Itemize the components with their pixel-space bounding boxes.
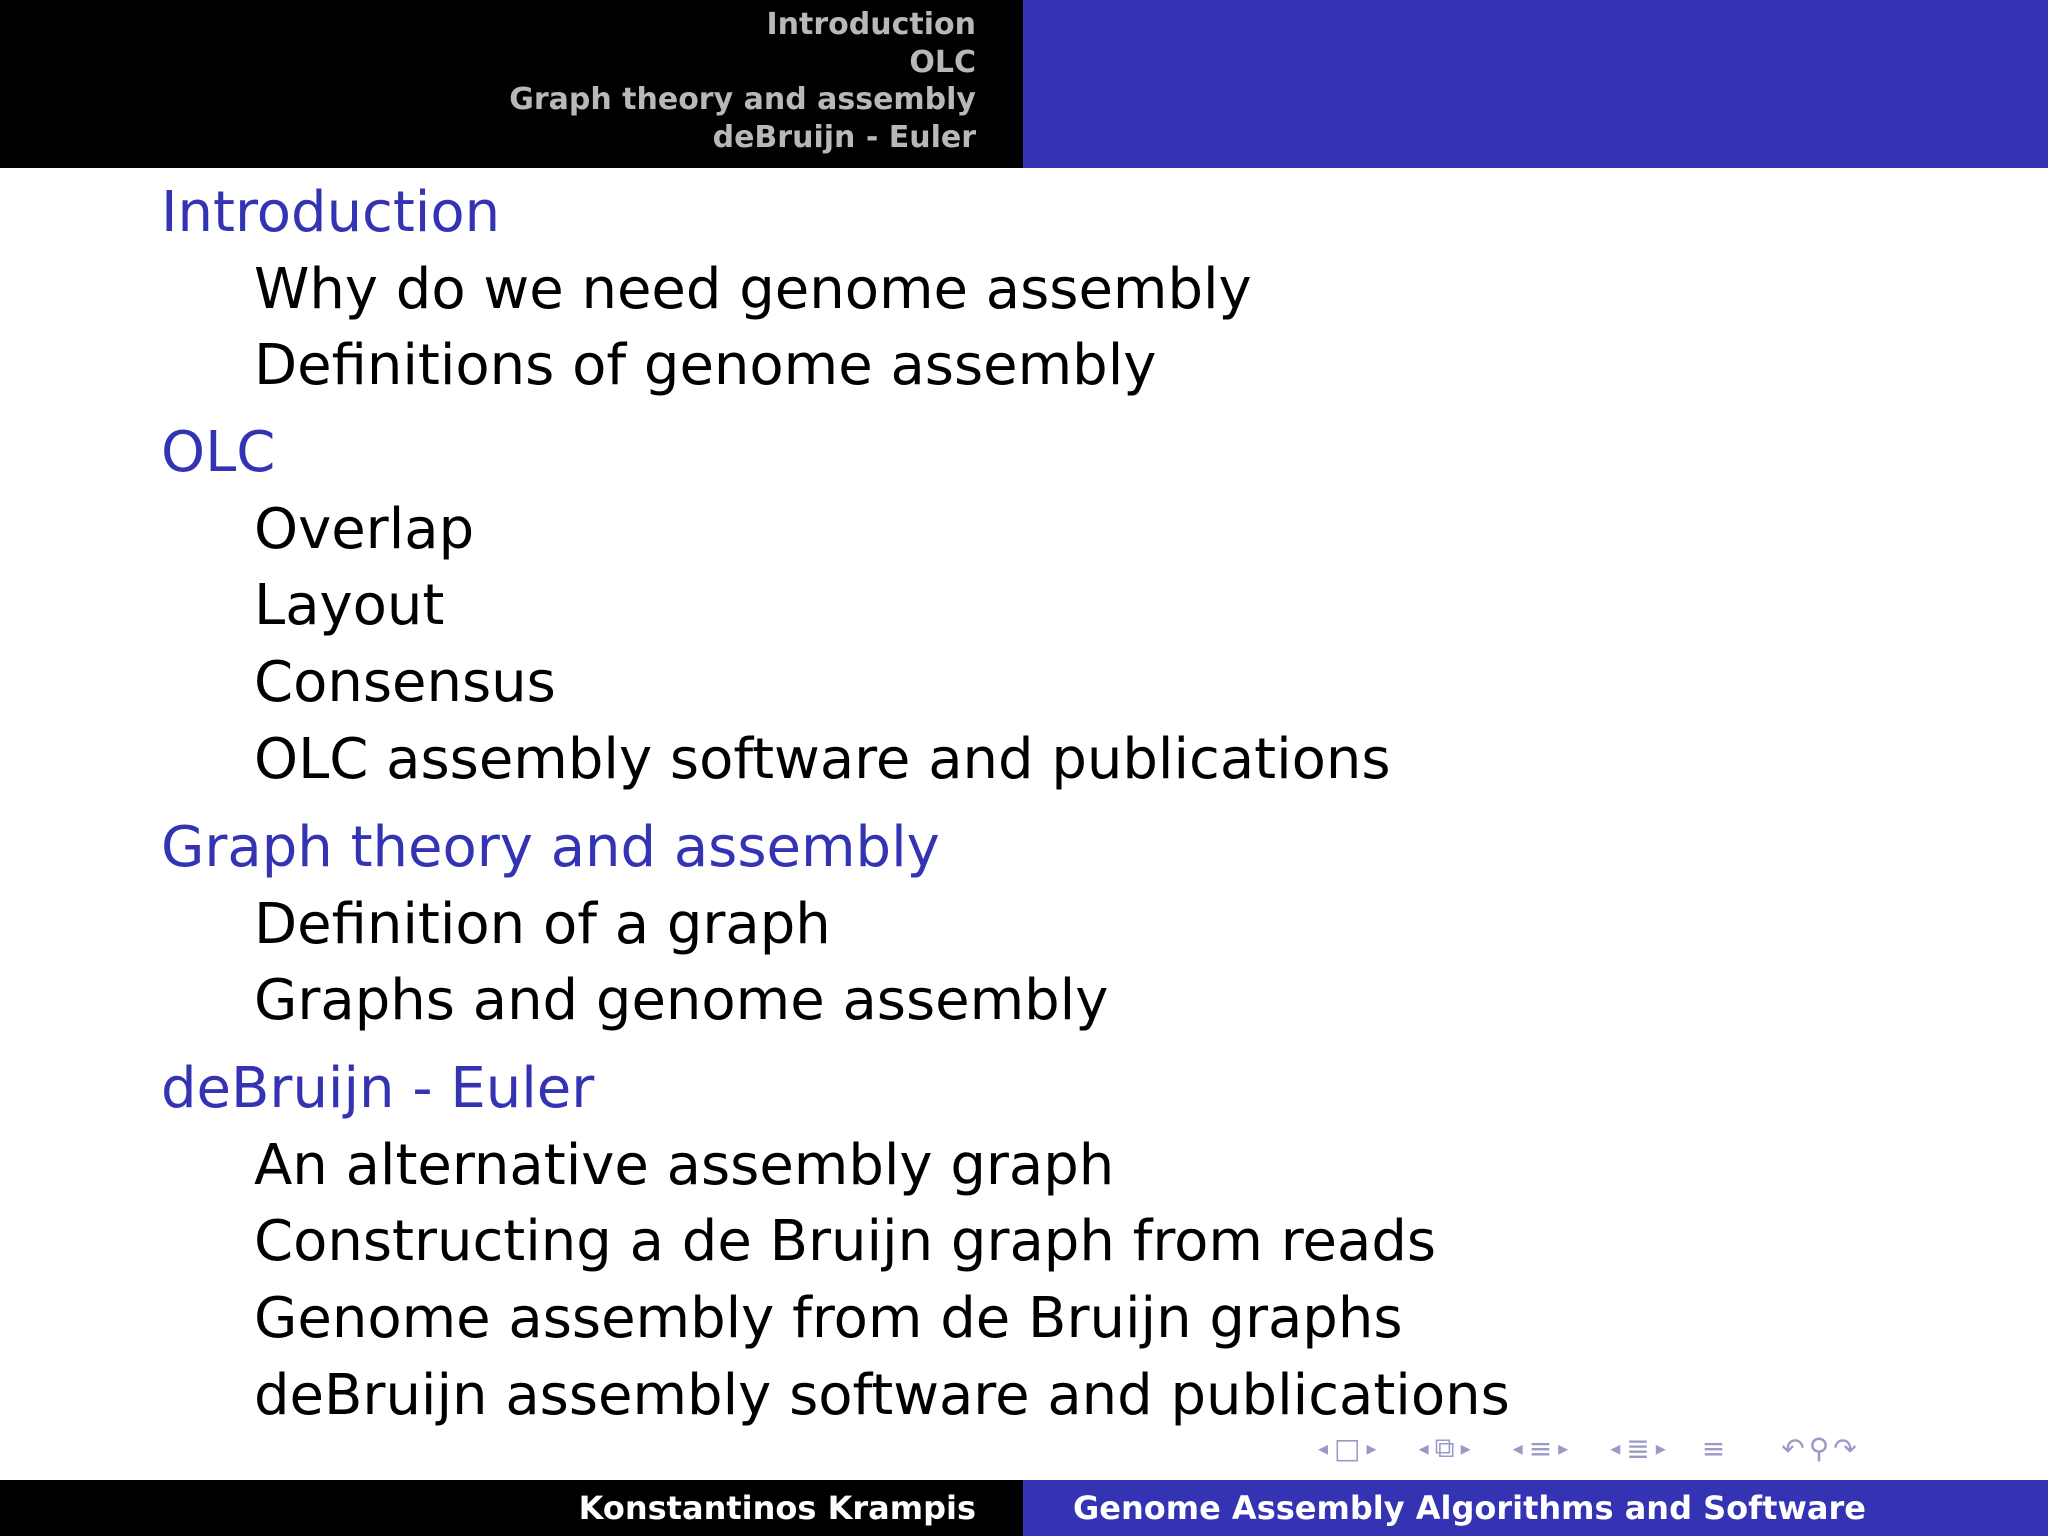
section-nav-list	[509, 6, 976, 156]
search-icon[interactable]: ⚲	[1808, 1431, 1830, 1465]
toc-subsection[interactable]: Genome assembly from de Bruijn graphs	[254, 1286, 1403, 1351]
footer-bar	[0, 1480, 2048, 1536]
search-controls	[1781, 1432, 1856, 1465]
toc-subsection[interactable]: Layout	[254, 573, 445, 638]
toc-subsection[interactable]: Consensus	[254, 650, 556, 715]
toc-section-olc[interactable]: OLC	[161, 420, 276, 485]
nav-section-graph-theory[interactable]: Graph theory and assembly	[509, 82, 976, 117]
toc-subsection[interactable]: Definition of a graph	[254, 892, 831, 957]
forward-icon[interactable]: ↷	[1833, 1431, 1857, 1465]
toc-section-debruijn[interactable]: deBruijn - Euler	[161, 1056, 595, 1121]
toc-section-graph-theory[interactable]: Graph theory and assembly	[161, 815, 940, 880]
toc-subsection[interactable]: Definitions of genome assembly	[254, 333, 1157, 398]
back-icon[interactable]: ↶	[1781, 1431, 1805, 1465]
frame-nav-icon[interactable]: ◂ □ ▸	[1318, 1431, 1377, 1465]
nav-section-olc[interactable]: OLC	[909, 44, 976, 80]
nav-section-debruijn[interactable]: deBruijn - Euler	[712, 119, 976, 155]
toc-subsection[interactable]: Why do we need genome assembly	[254, 257, 1252, 322]
header-bar	[0, 0, 2048, 168]
section-nav-icon[interactable]: ◂ ≡ ▸	[1512, 1431, 1569, 1465]
toc-subsection[interactable]: deBruijn assembly software and publications	[254, 1363, 1510, 1428]
toc-subsection[interactable]: An alternative assembly graph	[254, 1133, 1115, 1198]
header-accent-block	[1023, 0, 2048, 168]
toc-section-introduction[interactable]: Introduction	[161, 180, 501, 245]
footer-author: Konstantinos Krampis	[0, 1480, 1023, 1536]
nav-section-introduction[interactable]: Introduction	[766, 7, 976, 42]
toc-subsection[interactable]: Constructing a de Bruijn graph from reads	[254, 1209, 1437, 1274]
outline-menu-icon[interactable]: ≡	[1701, 1431, 1726, 1465]
toc-subsection[interactable]: Overlap	[254, 497, 475, 562]
header-section-nav	[0, 0, 1023, 168]
presentation-nav-icon[interactable]: ◂ ≣ ▸	[1610, 1431, 1666, 1465]
footer-title: Genome Assembly Algorithms and Software	[1023, 1480, 2048, 1536]
subsection-nav-icon[interactable]: ◂ ⧉ ▸	[1418, 1431, 1471, 1464]
navigation-symbols	[1312, 1428, 1857, 1468]
toc-subsection[interactable]: OLC assembly software and publications	[254, 727, 1391, 792]
toc-subsection[interactable]: Graphs and genome assembly	[254, 968, 1109, 1033]
